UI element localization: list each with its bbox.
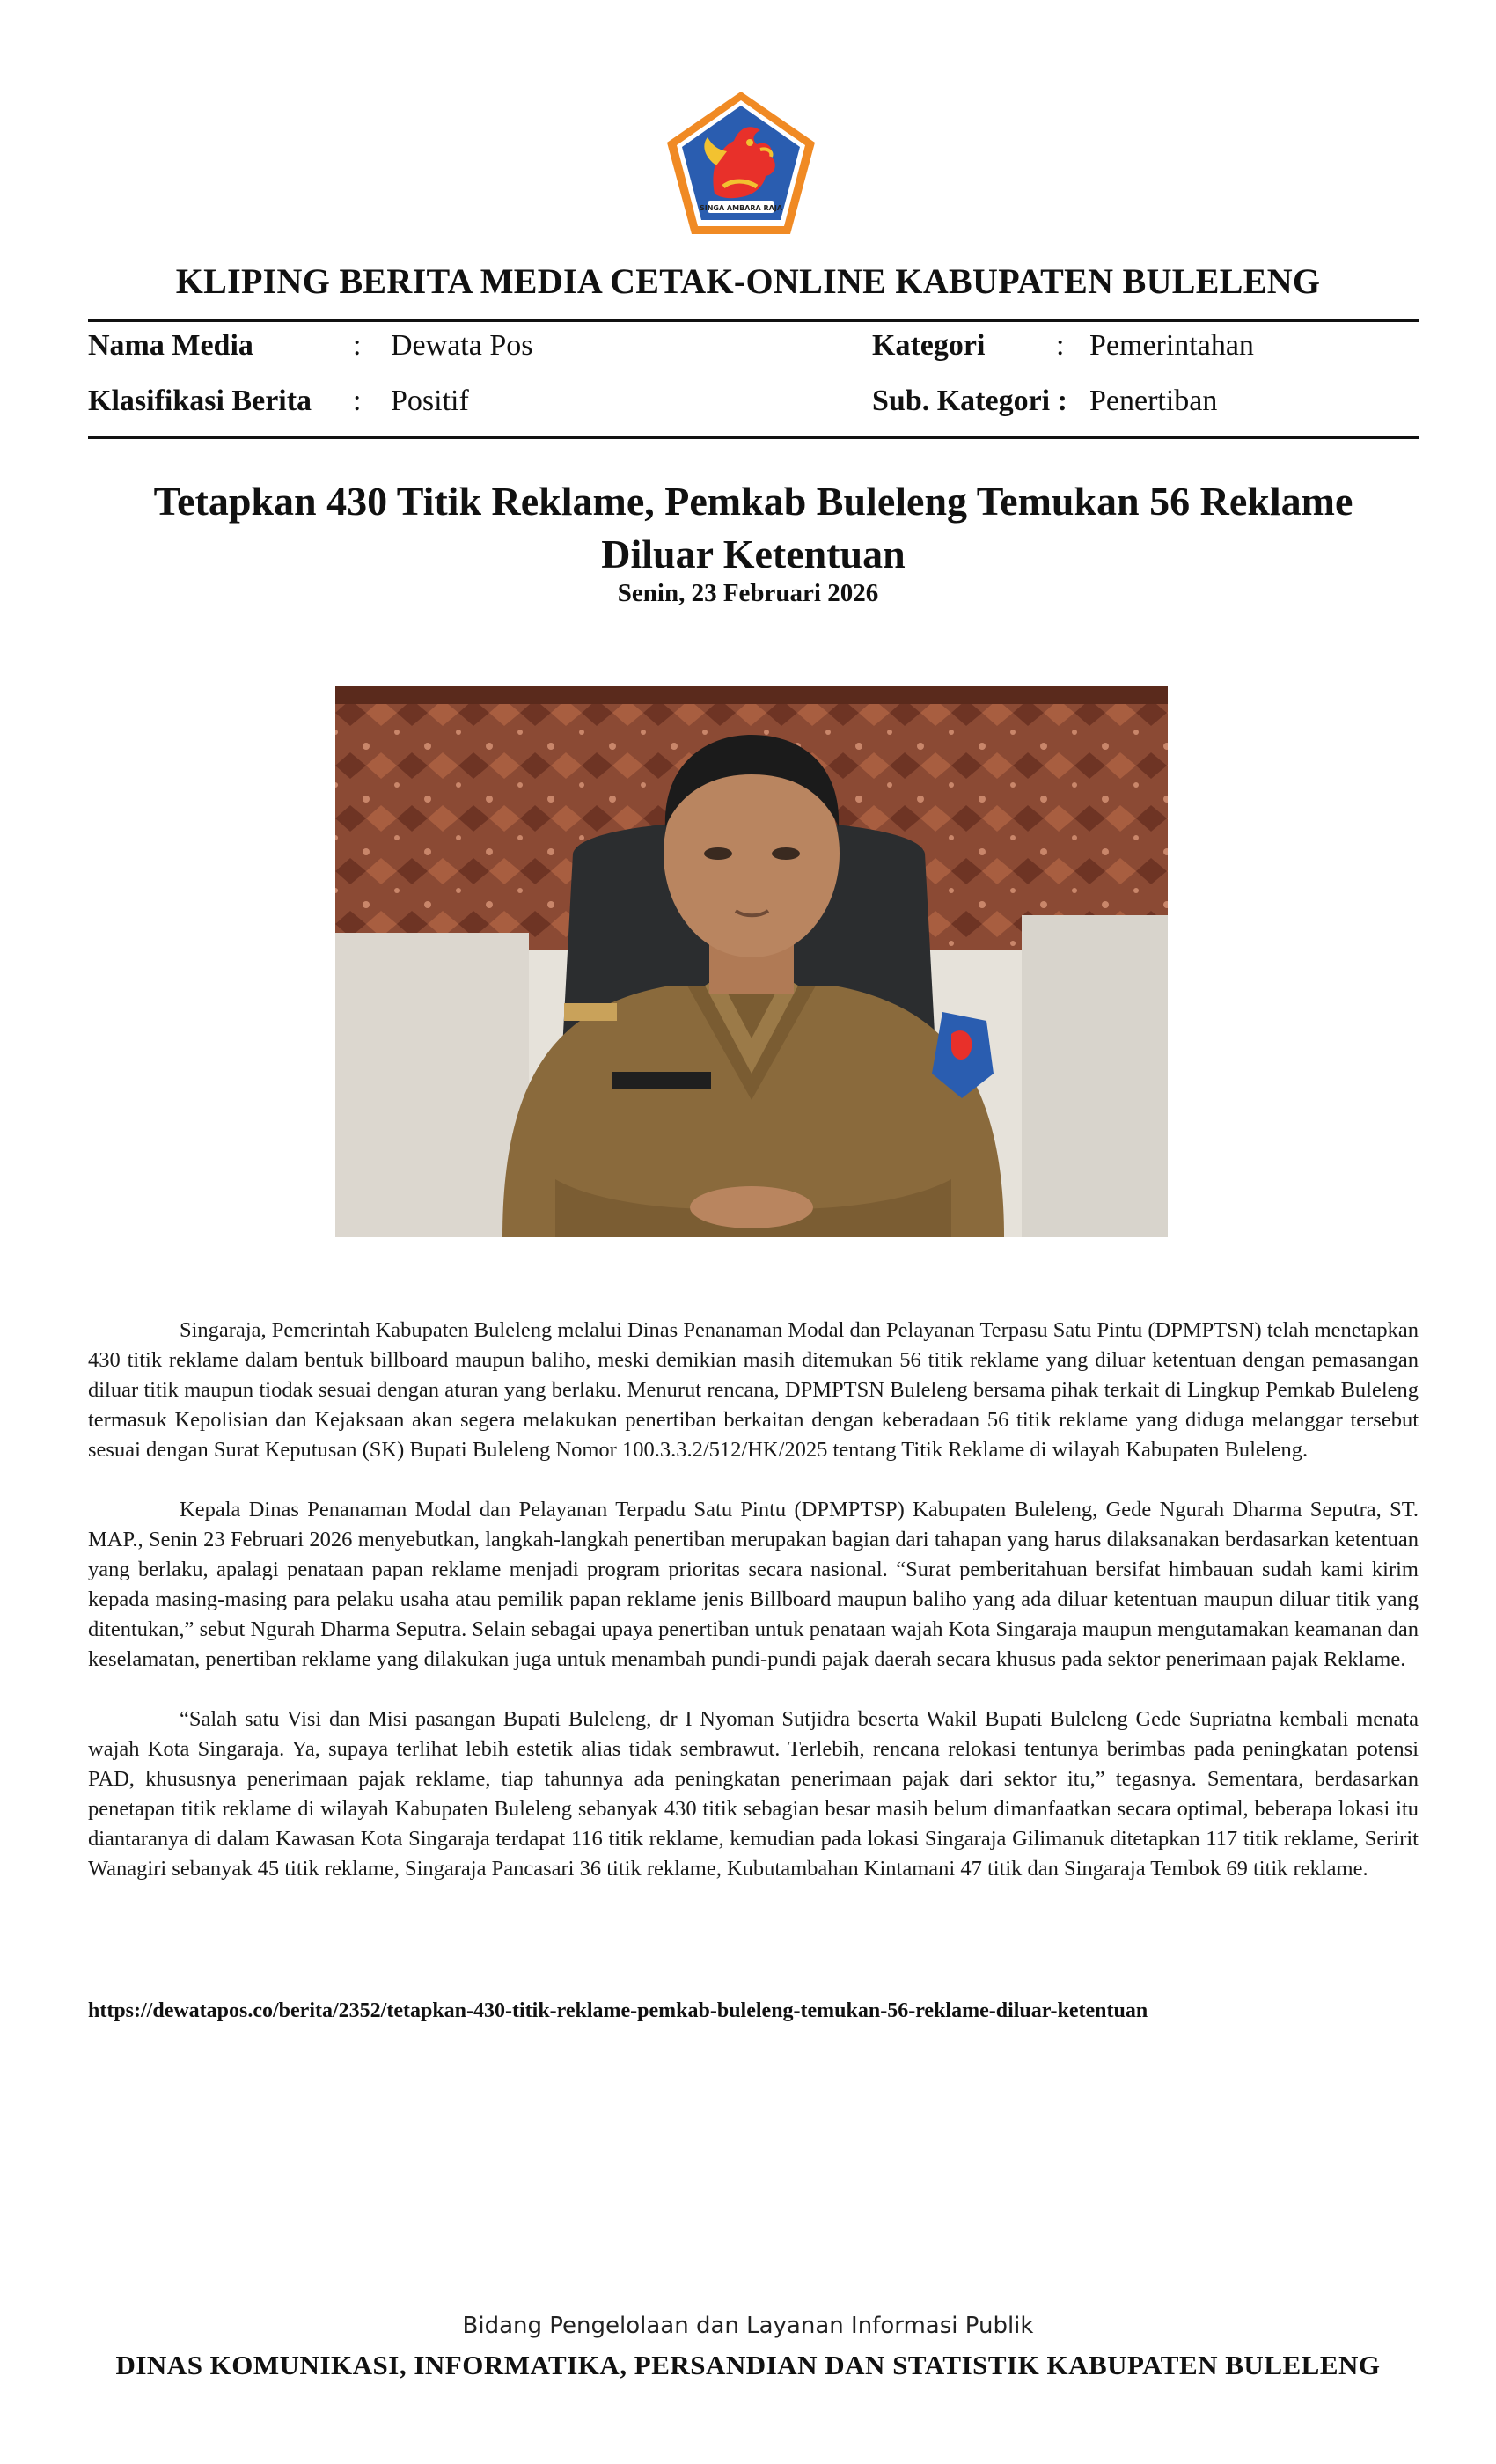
klasifikasi-colon: : [353, 385, 362, 417]
media-value: Dewata Pos [391, 329, 533, 362]
bottom-divider [88, 436, 1419, 439]
footer-division: Bidang Pengelolaan dan Layanan Informasi Publik [462, 2313, 1034, 2339]
klasifikasi-label: Klasifikasi Berita [88, 385, 312, 417]
klasifikasi-value: Positif [391, 385, 469, 417]
document-title: KLIPING BERITA MEDIA CETAK-ONLINE KABUPATEN BULELENG [175, 261, 1321, 301]
article-body [88, 1316, 1419, 1914]
article-date: Senin, 23 Februari 2026 [617, 579, 879, 607]
top-divider [88, 319, 1419, 322]
official-portrait-photo [335, 686, 1168, 1237]
crest-motto: SINGA AMBARA RAJA [699, 204, 783, 212]
article-paragraph-1: Singaraja, Pemerintah Kabupaten Buleleng melalui Dinas Penanaman Modal dan Pelayanan Terpasu Satu Pintu (DPMPTSN) telah menetapkan 430 titik reklame dalam bentuk billboard maupun baliho, meski demikian masih ditemukan 56 titik reklame yang diluar ketentuan dengan pemasangan diluar titik maupun tiodak sesuai dengan aturan yang berlaku. Menurut rencana, DPMPTSN Buleleng bersama pihak terkait di Lingkup Pemkab Buleleng termasuk Kepolisian dan Kejaksaan akan segera melakukan penertiban berkaitan dengan keberadaan 56 titik reklame yang diduga melanggar tersebut sesuai dengan Surat Keputusan (SK) Bupati Buleleng Nomor 100.3.3.2/512/HK/2025 tentang Titik Reklame di wilayah Kabupaten Buleleng. [88, 1318, 1419, 1462]
source-url-link[interactable]: https://dewatapos.co/berita/2352/tetapkan-430-titik-reklame-pemkab-buleleng-temukan-56-reklame-diluar-ketentuan [88, 1999, 1148, 2022]
article-paragraph-3: “Salah satu Visi dan Misi pasangan Bupati Buleleng, dr I Nyoman Sutjidra beserta Wakil Bupati Buleleng Gede Supriatna kembali menata wajah Kota Singaraja. Ya, supaya terlihat lebih estetik alias tidak sembrawut. Terlebih, rencana relokasi tentunya berimbas pada peningkatan potensi PAD, khususnya penerimaan pajak reklame, tiap tahunnya ada peningkatan penerimaan pajak dari sektor itu,” tegasnya. Sementara, berdasarkan penetapan titik reklame di wilayah Kabupaten Buleleng sebanyak 430 titik sebagian besar masih belum dimanfaatkan secara optimal, beberapa lokasi itu diantaranya di dalam Kawasan Kota Singaraja terdapat 116 titik reklame, kemudian pada lokasi Singaraja Gilimanuk ditetapkan 117 titik reklame, Seririt Wanagiri sebanyak 45 titik reklame, Singaraja Pancasari 36 titik reklame, Kubutambahan Kintamani 47 titik dan Singaraja Tembok 69 titik reklame. [88, 1707, 1419, 1881]
media-label: Nama Media [88, 329, 253, 362]
footer-agency: DINAS KOMUNIKASI, INFORMATIKA, PERSANDIAN DAN STATISTIK KABUPATEN BULELENG [115, 2350, 1381, 2380]
subkategori-label: Sub. Kategori : [872, 385, 1067, 417]
kategori-value: Pemerintahan [1089, 329, 1254, 362]
kategori-colon: : [1056, 329, 1065, 362]
headline-line-2: Diluar Ketentuan [601, 532, 906, 576]
headline-line-1: Tetapkan 430 Titik Reklame, Pemkab Buleleng Temukan 56 Reklame [153, 479, 1353, 524]
media-colon: : [353, 329, 362, 362]
kategori-label: Kategori [872, 329, 986, 362]
article-headline [88, 475, 1419, 581]
article-paragraph-2: Kepala Dinas Penanaman Modal dan Pelayanan Terpadu Satu Pintu (DPMPTSP) Kabupaten Buleleng, Gede Ngurah Dharma Seputra, ST. MAP., Senin 23 Februari 2026 menyebutkan, langkah-langkah penertiban merupakan bagian dari tahapan yang harus dilaksanakan berdasarkan ketentuan yang berlaku, apalagi penataan papan reklame menjadi program prioritas secara nasional. “Surat pemberitahuan bersifat himbauan sudah kami kirim kepada masing-masing para pelaku usaha atau pemilik papan reklame jenis Billboard maupun baliho yang ada diluar ketentuan maupun diluar titik yang ditentukan,” sebut Ngurah Dharma Seputra. Selain sebagai upaya penertiban untuk penataan wajah Kota Singaraja maupun mengutamakan keamanan dan keselamatan, penertiban reklame yang dilakukan juga untuk menambah pundi-pundi pajak daerah secara khusus pada sektor penerimaan pajak Reklame. [88, 1498, 1419, 1671]
subkategori-value: Penertiban [1089, 385, 1218, 417]
buleleng-crest-logo [662, 88, 820, 238]
